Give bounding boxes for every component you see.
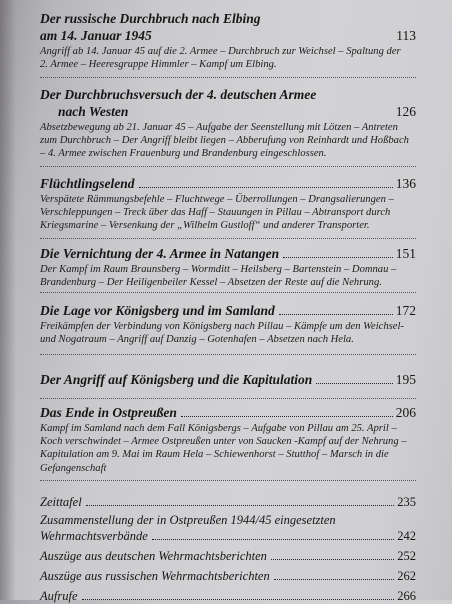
summary-line: Kampf im Samland nach dem Fall Königsbergs – Aufgabe von Pillau am 25. April – [40,423,397,434]
entry-heading [40,302,416,319]
entry-title: Die Lage vor Königsberg und im Samland [40,303,275,318]
summary-line: Absetzbewegung ab 21. Januar 45 – Aufgabe der Seenstellung mit Lötzen – Antreten [40,122,398,133]
entry-summary [40,422,416,475]
page-gutter-shadow [0,0,16,600]
summary-line: Freikämpfen der Verbindung von Königsberg nach Pillau – Kämpfe um den Weichsel- [40,321,404,332]
toc-entry-natangen [40,245,416,289]
entry-title: Das Ende in Ostpreußen [40,405,177,420]
divider [40,166,416,167]
entry-page-number: 151 [395,246,416,261]
entry-summary [40,263,416,289]
toc-entry-fluechtlingselend [40,175,416,233]
leader [283,257,393,258]
summary-line: Der Kampf im Raum Braunsberg – Wormditt – Heilsberg – Bartenstein – Domnau – [40,264,397,275]
leader [139,187,393,188]
divider [40,398,416,399]
leader [279,314,393,315]
appendix-title: Zeittafel [40,495,82,509]
entry-title: Der russische Durchbruch nach Elbing [40,11,261,26]
summary-line: Verspätete Rämmungsbefehle – Fluchtwege – Überrollungen – Drangsalierungen – [40,194,394,205]
leader [274,579,395,580]
appendix-title: Aufrufe [40,589,78,603]
appendix-title: Auszüge aus russischen Wehrmachtsberichten [40,569,270,583]
summary-line: zum Durchbruch – Der Angriff bleibt liegen – Abberufung von Reinhardt und Hoßbach [40,135,409,147]
entry-page-number: 113 [396,28,416,43]
appendix-item [40,528,416,544]
summary-line: Brandenburg – Der Heiligenbeiler Kessel – Absetzen der Reste auf die Nehrung. [40,277,382,289]
entry-title: Der Angriff auf Königsberg und die Kapitulation [40,372,313,387]
divider [40,354,416,355]
toc-entry-koenigsberg [40,371,416,388]
summary-line: und Nogatraum – Angriff auf Danzig – Gotenhafen – Absetzen nach Hela. [40,334,354,346]
appendix-item [40,588,416,604]
appendix-page-number: 235 [397,495,416,509]
entry-heading [40,371,416,388]
appendix-title: Auszüge aus deutschen Wehrmachtsberichten [40,549,267,563]
leader [86,505,395,506]
summary-line: Kapitulation am 9. Mai im Raum Hela – Schiewenhorst – Stutthof – Marsch in die [40,449,389,461]
entry-title: Der Durchbruchsversuch der 4. deutschen Armee [40,87,317,102]
entry-title-line2: nach Westen [58,104,129,119]
leader [271,559,394,560]
appendix-page-number: 262 [397,569,416,583]
summary-line: Gefangenschaft [40,462,107,474]
entry-heading [40,27,416,44]
appendix-item [40,568,416,584]
divider [40,238,416,239]
summary-line: Verschleppungen – Treck über das Haff – Stauungen in Pillau – Abtransport durch [40,207,391,219]
entry-page-number: 195 [395,372,416,387]
appendix-title: Zusammenstellung der in Ostpreußen 1944/45 eingesetzten [40,513,336,527]
appendix-title-line2: Wehrmachtsverbände [40,529,148,543]
summary-line: 2. Armee – Heeresgruppe Himmler – Kampf um Elbing. [40,59,277,71]
entry-heading [40,103,416,120]
summary-line: Koch verschwindet – Armee Ostpreußen unter von Saucken -Kampf auf der Nehrung – [40,436,407,448]
toc-entry-ostpreussen [40,404,416,475]
entry-summary [40,45,416,71]
appendix-item [40,512,416,528]
toc-entry-elbing [40,10,416,71]
summary-line: – 4. Armee zwischen Frauenburg und Brandenburg eingeschlossen. [40,148,327,160]
entry-page-number: 172 [395,303,416,318]
appendix-list [40,494,416,604]
entry-summary [40,193,416,233]
appendix-page-number: 242 [397,529,416,543]
entry-page-number: 206 [395,405,416,420]
appendix-item [40,548,416,564]
summary-line: Kriegsmarine – Versenkung der „Wilhelm Gustloff“ und anderer Transporter. [40,220,370,232]
leader [181,416,393,417]
entry-heading [40,245,416,262]
toc-entry-durchbruchsversuch [40,86,416,161]
entry-page-number: 136 [395,176,416,191]
divider [40,292,416,293]
entry-title: Die Vernichtung der 4. Armee in Natangen [40,246,280,261]
entry-summary [40,320,416,346]
entry-heading [40,175,416,192]
leader [316,383,392,384]
leader [152,539,394,540]
entry-title-line2: am 14. Januar 1945 [40,28,152,43]
entry-title: Flüchtlingselend [40,176,135,191]
divider [40,77,416,78]
entry-heading [40,404,416,421]
appendix-item [40,494,416,510]
toc-entry-samland [40,302,416,346]
divider [40,480,416,481]
appendix-page-number: 266 [397,589,416,603]
entry-page-number: 126 [395,104,416,119]
appendix-page-number: 252 [397,549,416,563]
summary-line: Angriff ab 14. Januar 45 auf die 2. Armee – Durchbruch zur Weichsel – Spaltung der [40,46,401,57]
entry-summary [40,121,416,161]
